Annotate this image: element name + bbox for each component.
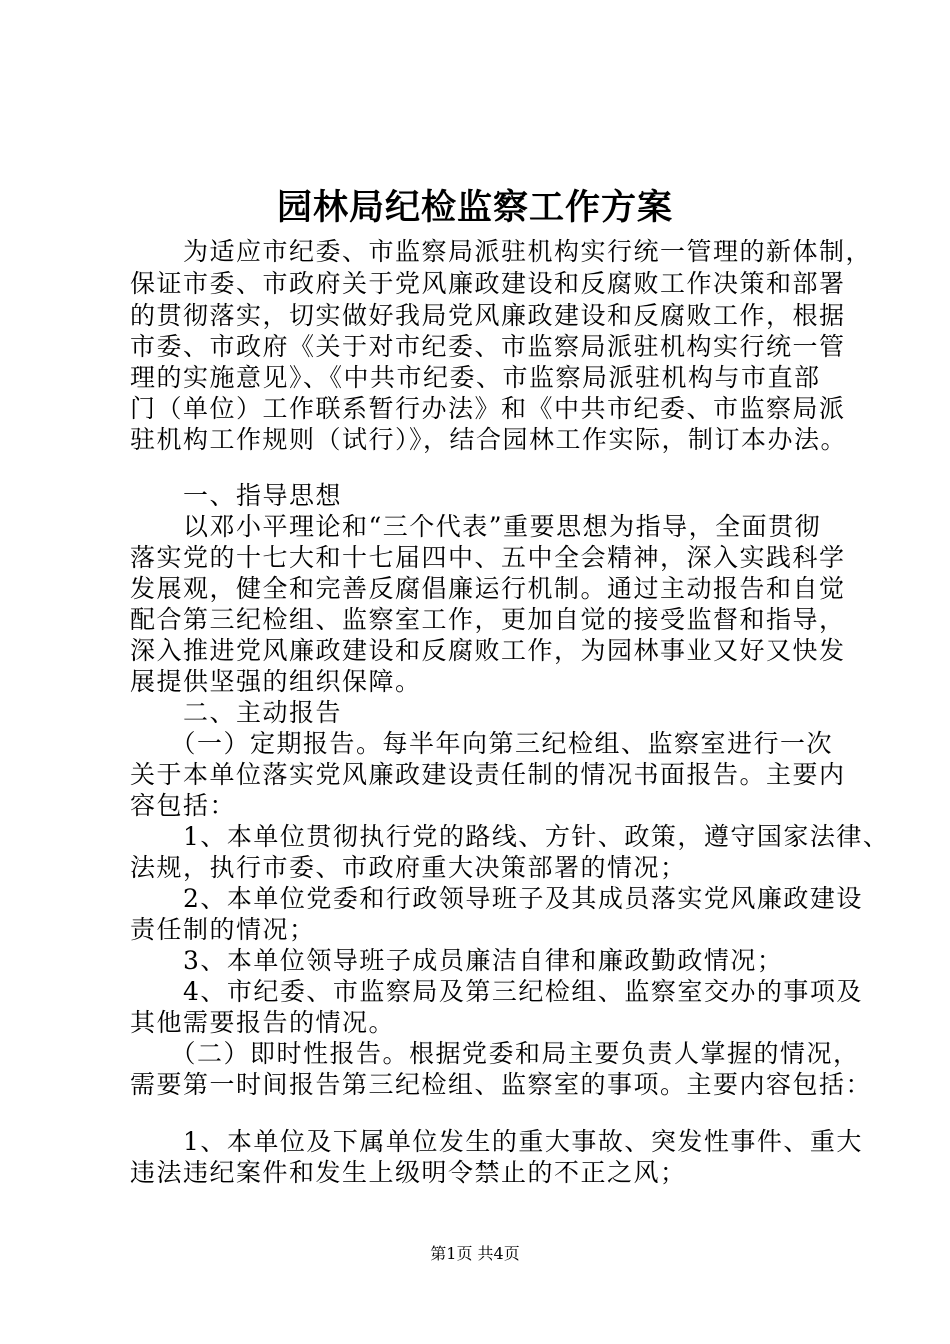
- section-heading: 二、主动报告: [130, 698, 343, 727]
- page-footer: 第1页 共4页: [430, 1244, 520, 1263]
- body-line: 其他需要报告的情况。: [130, 1008, 396, 1037]
- body-line: 以邓小平理论和“三个代表”重要思想为指导，全面贯彻: [130, 512, 822, 541]
- body-line: 理的实施意见》、《中共市纪委、市监察局派驻机构与市直部: [130, 363, 821, 392]
- body-line: 关于本单位落实党风廉政建设责任制的情况书面报告。主要内: [130, 760, 846, 789]
- body-line: 保证市委、市政府关于党风廉政建设和反腐败工作决策和部署: [130, 269, 846, 298]
- body-line: 深入推进党风廉政建设和反腐败工作，为园林事业又好又快发: [130, 636, 846, 665]
- body-line: 门（单位）工作联系暂行办法》和《中共市纪委、市监察局派: [130, 394, 846, 423]
- body-line: 落实党的十七大和十七届四中、五中全会精神，深入实践科学: [130, 543, 846, 572]
- body-line: 违法违纪案件和发生上级明令禁止的不正之风；: [130, 1158, 687, 1187]
- body-line: 驻机构工作规则（试行）》，结合园林工作实际，制订本办法。: [130, 425, 848, 454]
- body-line: 1、本单位及下属单位发生的重大事故、突发性事件、重大: [130, 1127, 863, 1156]
- body-line: （二）即时性报告。根据党委和局主要负责人掌握的情况，: [130, 1039, 860, 1068]
- body-line: 容包括：: [130, 791, 237, 820]
- body-line: 需要第一时间报告第三纪检组、监察室的事项。主要内容包括：: [130, 1070, 873, 1099]
- body-line: 2、本单位党委和行政领导班子及其成员落实党风廉政建设: [130, 884, 863, 913]
- body-line: 的贯彻落实，切实做好我局党风廉政建设和反腐败工作，根据: [130, 301, 846, 330]
- body-line: 为适应市纪委、市监察局派驻机构实行统一管理的新体制，: [130, 237, 873, 266]
- body-line: 3、本单位领导班子成员廉洁自律和廉政勤政情况；: [130, 946, 784, 975]
- body-line: 发展观，健全和完善反腐倡廉运行机制。通过主动报告和自觉: [130, 574, 846, 603]
- document-title: 园林局纪检监察工作方案: [276, 187, 673, 228]
- body-line: （一）定期报告。每半年向第三纪检组、监察室进行一次: [130, 729, 834, 758]
- body-line: 市委、市政府《关于对市纪委、市监察局派驻机构实行统一管: [130, 332, 846, 361]
- body-line: 配合第三纪检组、监察室工作，更加自觉的接受监督和指导，: [130, 605, 846, 634]
- body-line: 4、市纪委、市监察局及第三纪检组、监察室交办的事项及: [130, 977, 863, 1006]
- body-line: 法规，执行市委、市政府重大决策部署的情况；: [130, 853, 687, 882]
- body-line: 展提供坚强的组织保障。: [130, 667, 422, 696]
- body-line: 1、本单位贯彻执行党的路线、方针、政策，遵守国家法律、: [130, 822, 890, 851]
- section-heading: 一、指导思想: [130, 481, 343, 510]
- body-line: 责任制的情况；: [130, 915, 316, 944]
